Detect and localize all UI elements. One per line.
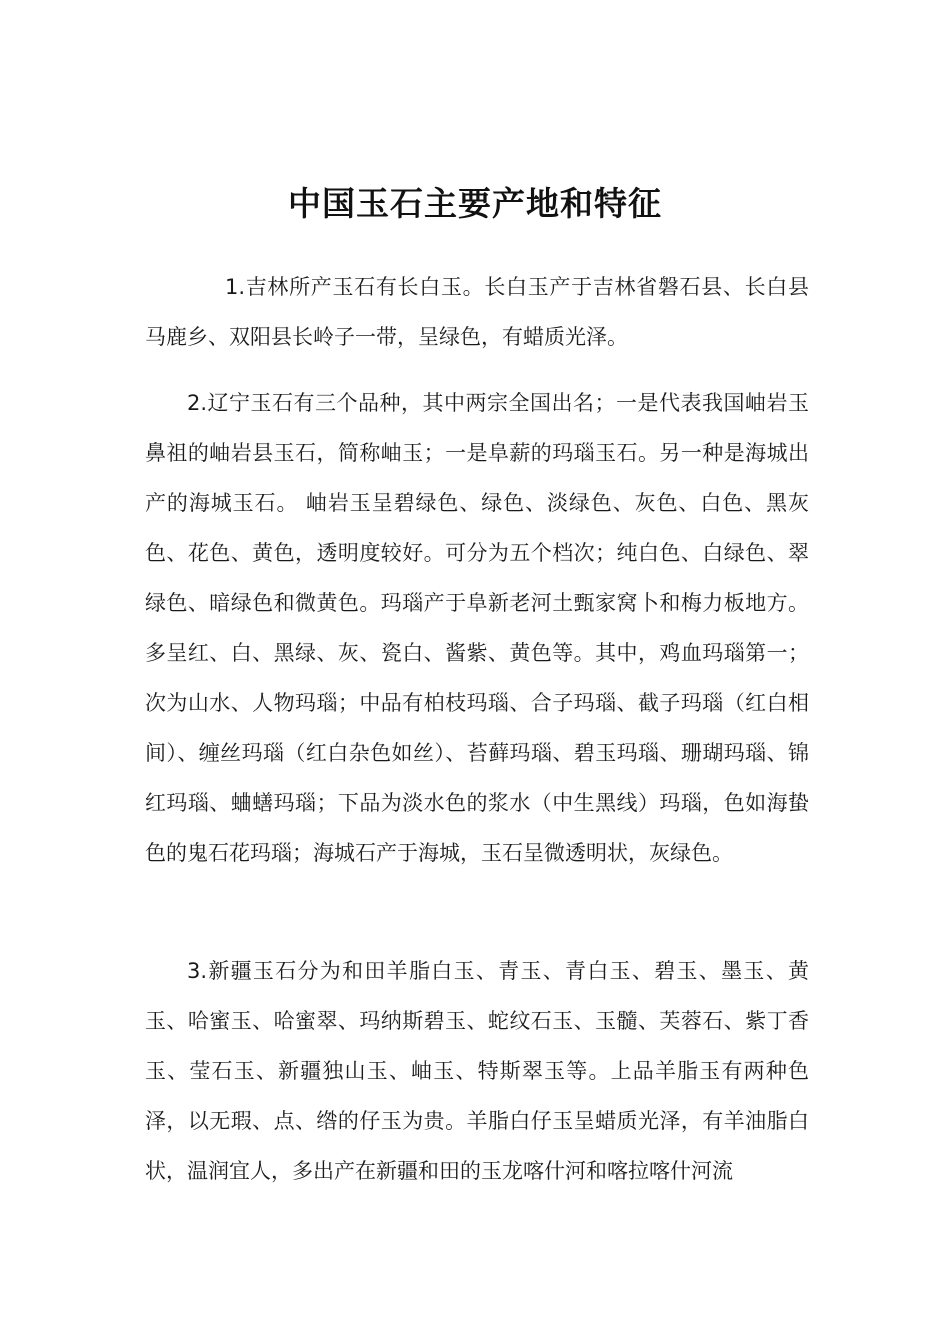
paragraph-jilin: 1.吉林所产玉石有长白玉。长白玉产于吉林省磐石县、长白县马鹿乡、双阳县长岭子一带，呈绿色，有蜡质光泽。 bbox=[145, 275, 809, 349]
document-title: 中国玉石主要产地和特征 bbox=[288, 184, 662, 224]
paragraph-xinjiang: 3.新疆玉石分为和田羊脂白玉、青玉、青白玉、碧玉、墨玉、黄玉、哈蜜玉、哈蜜翠、玛纳斯碧玉、蛇纹石玉、玉髓、芙蓉石、紫丁香玉、莹石玉、新疆独山玉、岫玉、特斯翠玉等。上品羊脂玉有两种色泽，以无瑕、点、绺的仔玉为贵。羊脂白仔玉呈蜡质光泽，有羊油脂白状，温润宜人，多出产在新疆和田的玉龙喀什河和喀拉喀什河流 bbox=[145, 959, 809, 1183]
paragraph-liaoning: 2.辽宁玉石有三个品种，其中两宗全国出名；一是代表我国岫岩玉鼻祖的岫岩县玉石，简称岫玉；一是阜薪的玛瑙玉石。另一种是海城出产的海城玉石。 岫岩玉呈碧绿色、绿色、淡绿色、灰色、白色、黑灰色、花色、黄色，透明度较好。可分为五个档次；纯白色、白绿色、翠绿色、暗绿色和微黄色。玛瑙产于阜新老河土甄家窝卜和梅力板地方。多呈红、白、黑绿、灰、瓷白、酱紫、黄色等。其中，鸡血玛瑙第一；次为山水、人物玛瑙；中品有柏枝玛瑙、合子玛瑙、截子玛瑙（红白相间）、缠丝玛瑙（红白杂色如丝）、苔藓玛瑙、碧玉玛瑙、珊瑚玛瑙、锦红玛瑙、蛐蟮玛瑙；下品为淡水色的浆水（中生黑线）玛瑙，色如海蛰色的鬼石花玛瑙；海城石产于海城，玉石呈微透明状，灰绿色。 bbox=[145, 391, 809, 865]
